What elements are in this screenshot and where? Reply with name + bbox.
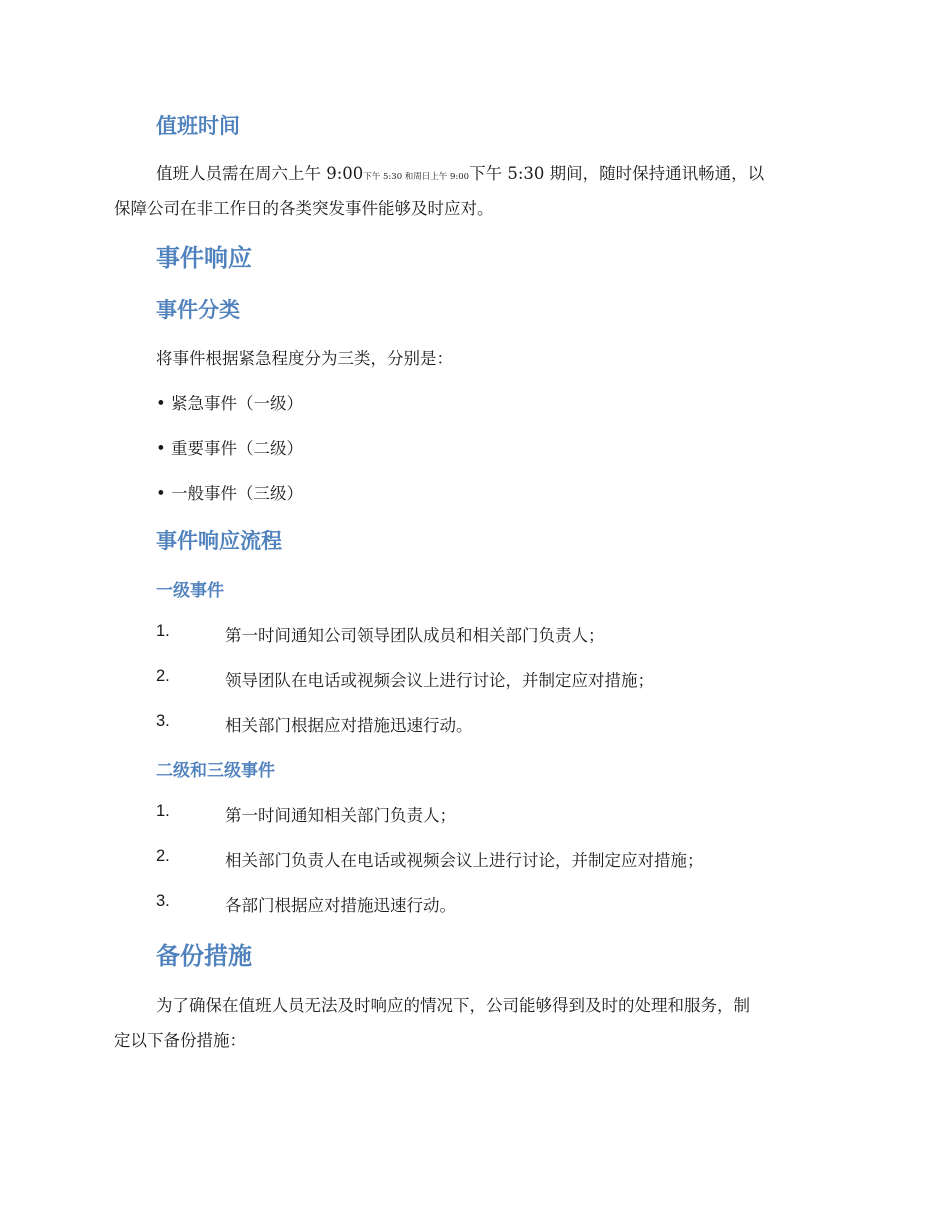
duty-time-text-small: 下午 5:30 和周日上午 9:00 <box>363 172 470 182</box>
list-number: 3. <box>156 892 170 910</box>
list-item: 第一时间通知相关部门负责人； <box>225 806 456 825</box>
duty-time-text-start: 值班人员需在周六上午 9:00 <box>156 164 364 183</box>
list-number: 1. <box>156 802 170 820</box>
heading-duty-time: 值班时间 <box>156 114 240 138</box>
bullet-item: • 一般事件（三级） <box>156 484 303 503</box>
heading-backup-measures: 备份措施 <box>156 942 252 970</box>
list-number: 1. <box>156 622 170 640</box>
list-number: 3. <box>156 712 170 730</box>
heading-response-process: 事件响应流程 <box>156 529 282 553</box>
bullet-item: • 紧急事件（一级） <box>156 394 303 413</box>
paragraph-duty-time-line2: 保障公司在非工作日的各类突发事件能够及时应对。 <box>114 199 494 218</box>
list-number: 2. <box>156 667 170 685</box>
list-item: 第一时间通知公司领导团队成员和相关部门负责人； <box>225 626 605 645</box>
list-item: 相关部门根据应对措施迅速行动。 <box>225 716 473 735</box>
classification-intro: 将事件根据紧急程度分为三类，分别是： <box>156 349 453 368</box>
paragraph-duty-time-line1 <box>156 160 764 184</box>
heading-level23-incident: 二级和三级事件 <box>156 761 275 781</box>
paragraph-backup-line1: 为了确保在值班人员无法及时响应的情况下，公司能够得到及时的处理和服务，制 <box>156 996 750 1015</box>
bullet-item: • 重要事件（二级） <box>156 439 303 458</box>
paragraph-backup-line2: 定以下备份措施： <box>114 1031 246 1050</box>
list-item: 领导团队在电话或视频会议上进行讨论，并制定应对措施； <box>225 671 654 690</box>
list-item: 各部门根据应对措施迅速行动。 <box>225 896 456 915</box>
list-number: 2. <box>156 847 170 865</box>
list-item: 相关部门负责人在电话或视频会议上进行讨论，并制定应对措施； <box>225 851 704 870</box>
duty-time-text-end: 下午 5:30 期间，随时保持通讯畅通，以 <box>469 164 765 183</box>
heading-incident-classification: 事件分类 <box>156 298 240 322</box>
heading-incident-response: 事件响应 <box>156 244 252 272</box>
heading-level1-incident: 一级事件 <box>156 581 224 601</box>
